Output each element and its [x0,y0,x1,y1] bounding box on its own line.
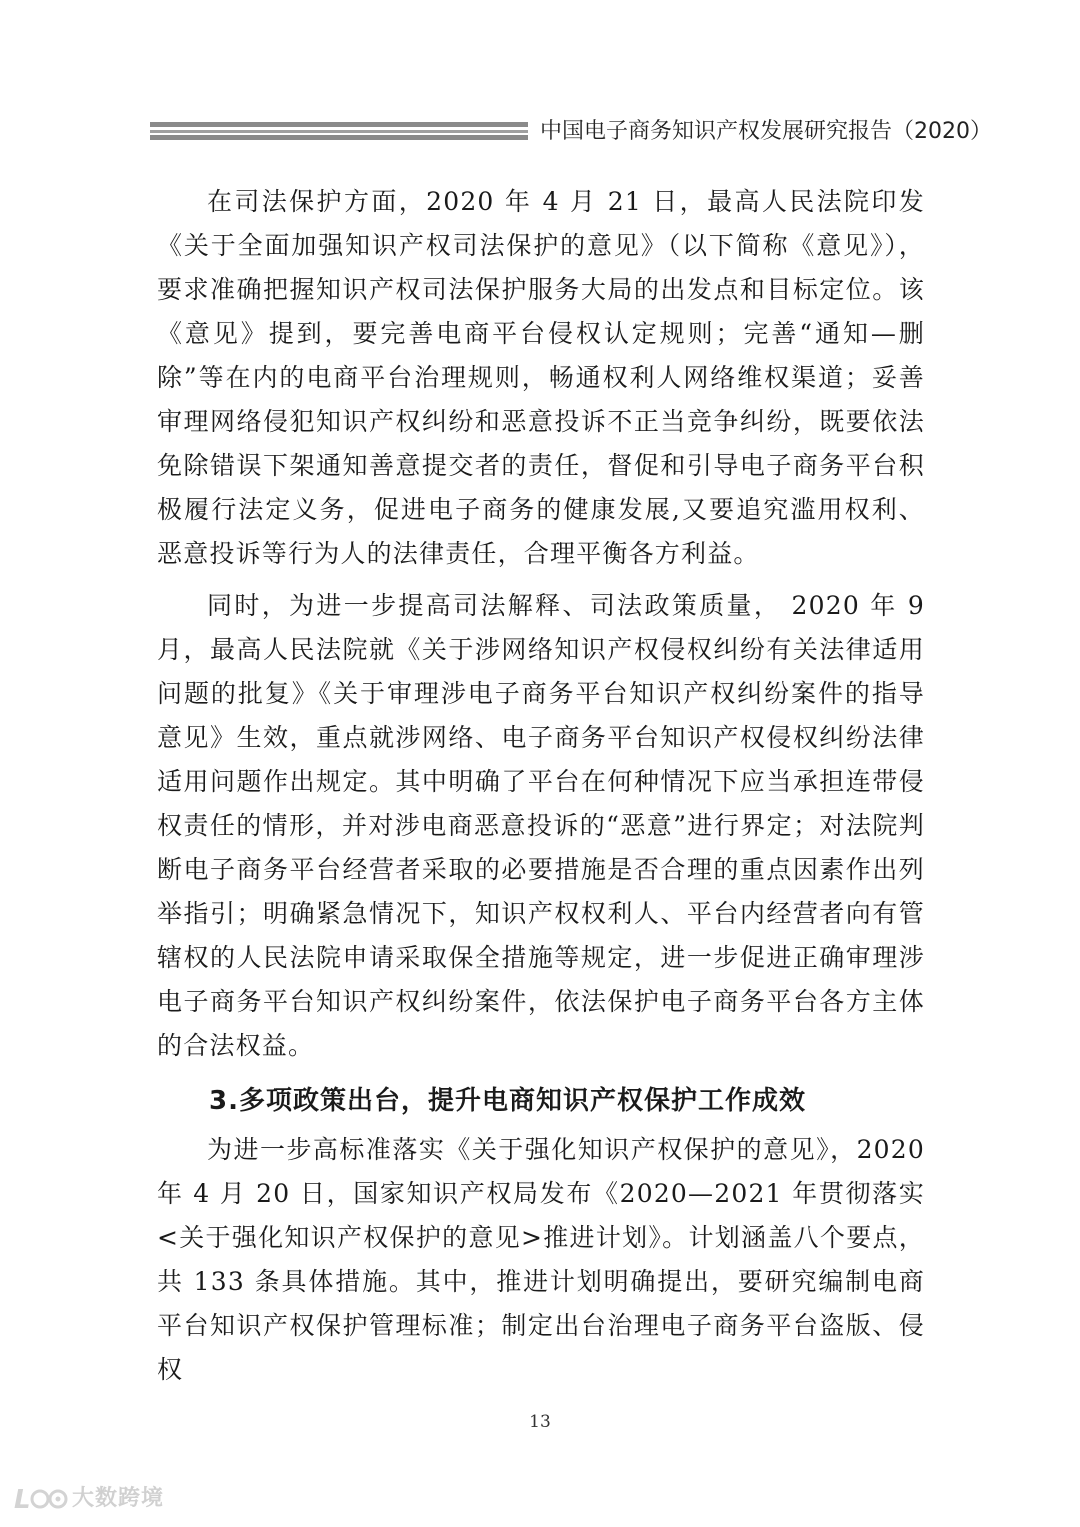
report-title: 中国电子商务知识产权发展研究报告（2020） [540,119,992,144]
svg-text:L: L [14,1485,31,1514]
header-decorative-bars [150,122,528,142]
header-bar [150,130,528,133]
page-number: 13 [529,1412,551,1432]
paragraph-judicial-interpretation: 同时，为进一步提高司法解释、司法政策质量， 2020 年 9 月，最高人民法院就《关于涉网络知识产权侵权纠纷有关法律适用问题的批复》《关于审理涉电子商务平台知识产权纠纷案件的指导意见》生效，重点就涉网络、电子商务平台知识产权侵权纠纷法律适用问题作出规定。其中明确了平台在何种情况下应当承担连带侵权责任的情形，并对涉电商恶意投诉的“恶意”进行界定；对法院判断电子商务平台经营者采取的必要措施是否合理的重点因素作出列举指引；明确紧急情况下，知识产权权利人、平台内经营者向有管辖权的人民法院申请采取保全措施等规定，进一步促进正确审理涉电子商务平台知识产权纠纷案件，依法保护电子商务平台各方主体的合法权益。 [157,591,925,1060]
watermark [14,1478,174,1518]
section-heading: 3.多项政策出台，提升电商知识产权保护工作成效 [209,1086,806,1116]
document-body [157,180,925,1392]
dashuju-logo-icon [14,1484,70,1514]
header-bar [150,122,528,127]
header-bar [150,135,528,140]
paragraph-judicial-protection: 在司法保护方面，2020 年 4 月 21 日，最高人民法院印发《关于全面加强知识产权司法保护的意见》（以下简称《意见》），要求准确把握知识产权司法保护服务大局的出发点和目标定位。该《意见》提到，要完善电商平台侵权认定规则；完善“通知—删除”等在内的电商平台治理规则，畅通权利人网络维权渠道；妥善审理网络侵犯知识产权纠纷和恶意投诉不正当竞争纠纷，既要依法免除错误下架通知善意提交者的责任，督促和引导电子商务平台积极履行法定义务，促进电子商务的健康发展,又要追究滥用权利、恶意投诉等行为人的法律责任，合理平衡各方利益。 [157,187,925,568]
watermark-text: 大数跨境 [72,1486,165,1511]
paragraph-policy-plan: 为进一步高标准落实《关于强化知识产权保护的意见》，2020 年 4 月 20 日，国家知识产权局发布《2020—2021 年贯彻落实<关于强化知识产权保护的意见>推进计划》。计划涵盖八个要点，共 133 条具体措施。其中，推进计划明确提出，要研究编制电商平台知识产权保护管理标准；制定出台治理电子商务平台盗版、侵权 [157,1135,925,1384]
page-header [150,116,992,152]
